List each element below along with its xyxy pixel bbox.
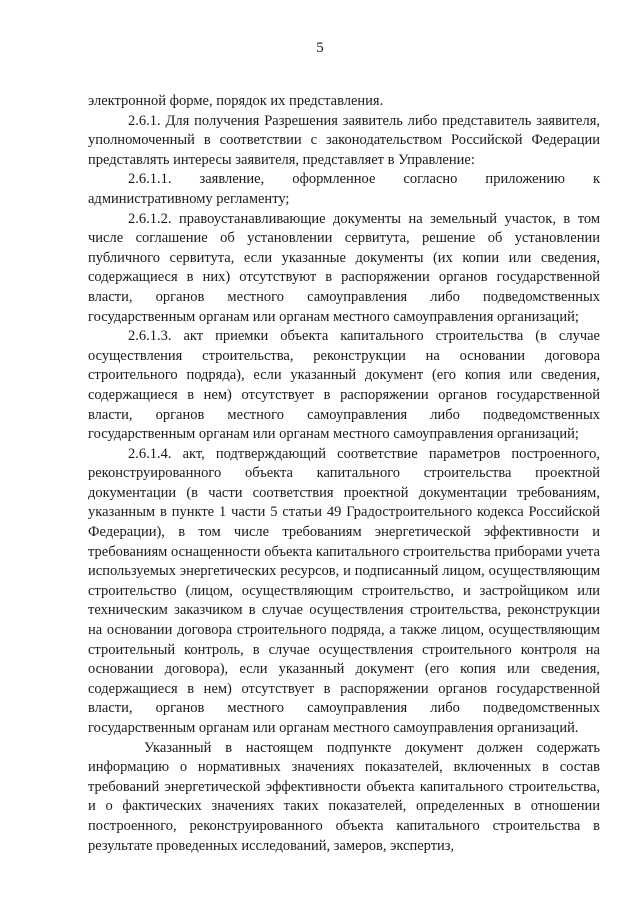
- paragraph-2-6-1-4: 2.6.1.4. акт, подтверждающий соответствие параметров построенного, реконструированного объекта капитального строительства проектной документации (в части соответствия проектной документации требованиям, указанным в пункте 1 части 5 статьи 49 Градостроительного кодекса Российской Федерации), в том числе требованиям энергетической эффективности и требованиям оснащенности объекта капитального строительства приборами учета используемых энергетических ресурсов, и подписанный лицом, осуществляющим строительство (лицом, осуществляющим строительство, и застройщиком или техническим заказчиком в случае осуществления строительства, реконструкции на основании договора строительного подряда, а также лицом, осуществляющим строительный контроль, в случае осуществления строительного контроля на основании договора), если указанный документ (его копия или сведения, содержащиеся в нем) отсутствует в распоряжении органов государственной власти, органов местного самоуправления либо подведомственных государственным органам или органам местного самоуправления организаций.: [88, 445, 600, 736]
- page-number: 5: [316, 40, 324, 56]
- paragraph-2-6-1: 2.6.1. Для получения Разрешения заявитель либо представитель заявителя, уполномоченный в соответствии с законодательством Российской Федерации представлять интересы заявителя, представляет в Управление:: [88, 112, 600, 168]
- paragraph-continuation: электронной форме, порядок их представления.: [88, 93, 384, 109]
- paragraph-document-requirements: Указанный в настоящем подпункте документ должен содержать информацию о нормативных значениях показателей, включенных в состав требований энергетической эффективности объекта капитального строительства, и о фактических значениях таких показателей, определенных в отношении построенного, реконструированного объекта капитального строительства в результате проведенных исследований, замеров, экспертиз,: [88, 739, 600, 854]
- paragraph-2-6-1-1: 2.6.1.1. заявление, оформленное согласно приложению к административному регламенту;: [88, 171, 600, 207]
- paragraph-2-6-1-3: 2.6.1.3. акт приемки объекта капитального строительства (в случае осуществления строительства, реконструкции на основании договора строительного подряда), если указанный документ (его копия или сведения, содержащиеся в нем) отсутствует в распоряжении органов государственной власти, органов местного самоуправления либо подведомственных государственным органам или органам местного самоуправления организаций;: [88, 328, 600, 443]
- paragraph-2-6-1-2: 2.6.1.2. правоустанавливающие документы на земельный участок, в том числе соглашение об установлении сервитута, решение об установлении публичного сервитута, если указанные документы (их копии или сведения, содержащиеся в них) отсутствуют в распоряжении органов государственной власти, органов местного самоуправления либо подведомственных государственным органам или органам местного самоуправления организаций;: [88, 210, 600, 325]
- document-body: [88, 92, 600, 856]
